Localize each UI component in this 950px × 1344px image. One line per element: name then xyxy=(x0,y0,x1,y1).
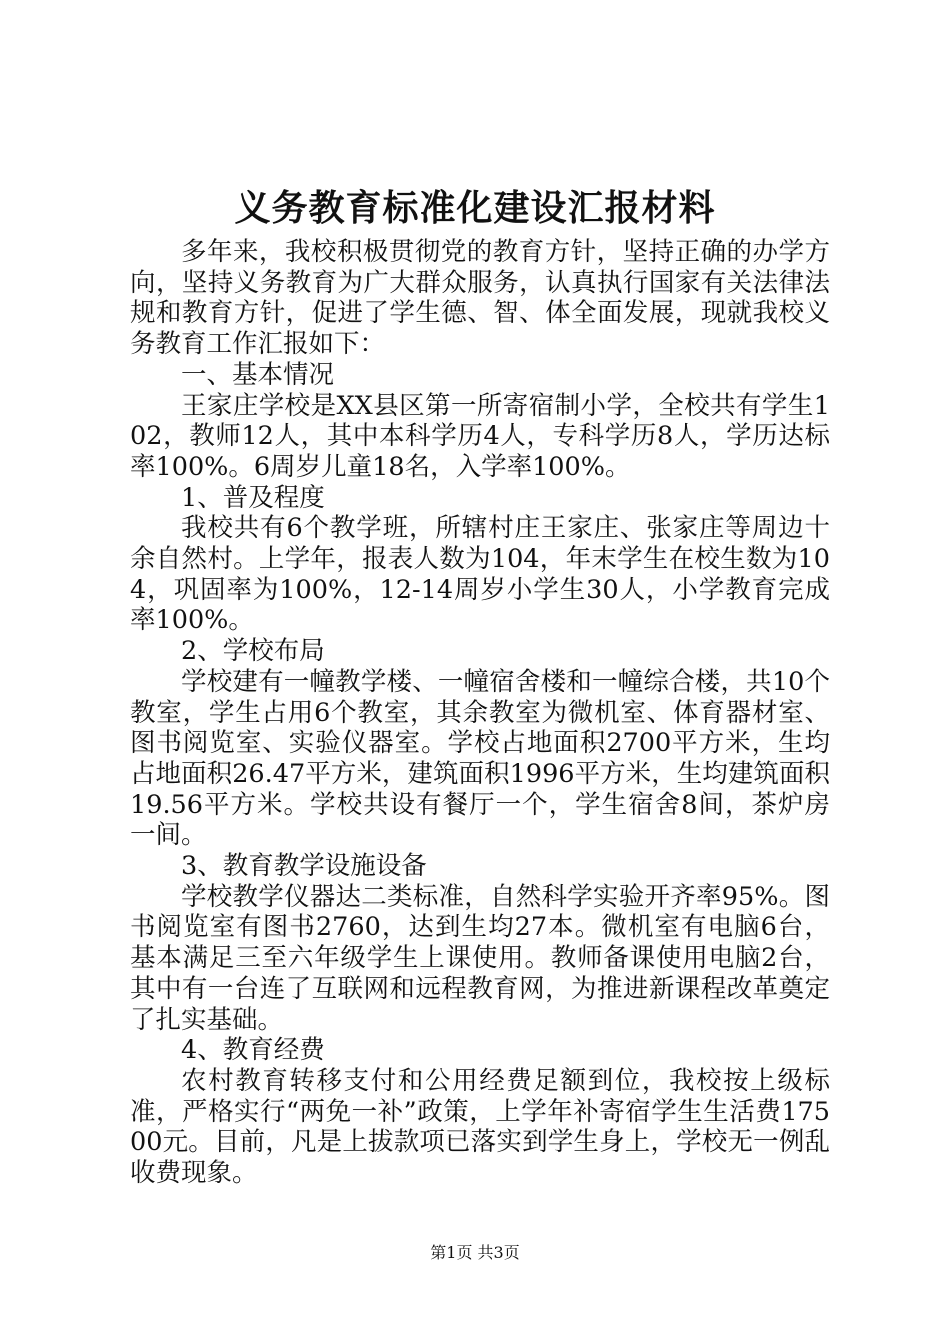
section-body-school-layout: 学校建有一幢教学楼、一幢宿舍楼和一幢综合楼，共10个教室，学生占用6个教室，其余教室为微机室、体育器材室、图书阅览室、实验仪器室。学校占地面积2700平方米，生均占地面积26.47平方米，建筑面积1996平方米，生均建筑面积19.56平方米。学校共设有餐厅一个，学生宿舍8间，茶炉房一间。 xyxy=(130,666,830,851)
section-heading-popularization: 1、普及程度 xyxy=(181,482,325,513)
section-body-funding: 农村教育转移支付和公用经费足额到位，我校按上级标准，严格实行“两免一补”政策，上学年补寄宿学生生活费17500元。目前，凡是上拔款项已落实到学生身上，学校无一例乱收费现象。 xyxy=(130,1065,830,1189)
section-heading-facilities: 3、教育教学设施设备 xyxy=(181,851,427,882)
section-body-facilities: 学校教学仪器达二类标准，自然科学实验开齐率95%。图书阅览室有图书2760，达到生均27本。微机室有电脑6台，基本满足三至六年级学生上课使用。教师备课使用电脑2台，其中有一台连了互联网和远程教育网，为推进新课程改革奠定了扎实基础。 xyxy=(130,881,830,1035)
document-title: 义务教育标准化建设汇报材料 xyxy=(234,187,716,229)
page-number-footer: 第1页 共3页 xyxy=(430,1243,520,1262)
intro-paragraph: 多年来，我校积极贯彻党的教育方针，坚持正确的办学方向，坚持义务教育为广大群众服务，认真执行国家有关法律法规和教育方针，促进了学生德、智、体全面发展，现就我校义务教育工作汇报如下： xyxy=(130,237,830,360)
section-body-basic-info: 王家庄学校是XX县区第一所寄宿制小学，全校共有学生102，教师12人，其中本科学历4人，专科学历8人，学历达标率100%。6周岁儿童18名，入学率100%。 xyxy=(130,390,830,482)
document-body xyxy=(130,237,830,1189)
section-heading-school-layout: 2、学校布局 xyxy=(181,636,325,667)
section-heading-basic-info: 一、基本情况 xyxy=(181,359,335,390)
section-body-popularization: 我校共有6个教学班，所辖村庄王家庄、张家庄等周边十余自然村。上学年，报表人数为104，年末学生在校生数为104，巩固率为100%，12-14周岁小学生30人，小学教育完成率100%。 xyxy=(130,513,830,636)
section-heading-funding: 4、教育经费 xyxy=(181,1035,325,1066)
